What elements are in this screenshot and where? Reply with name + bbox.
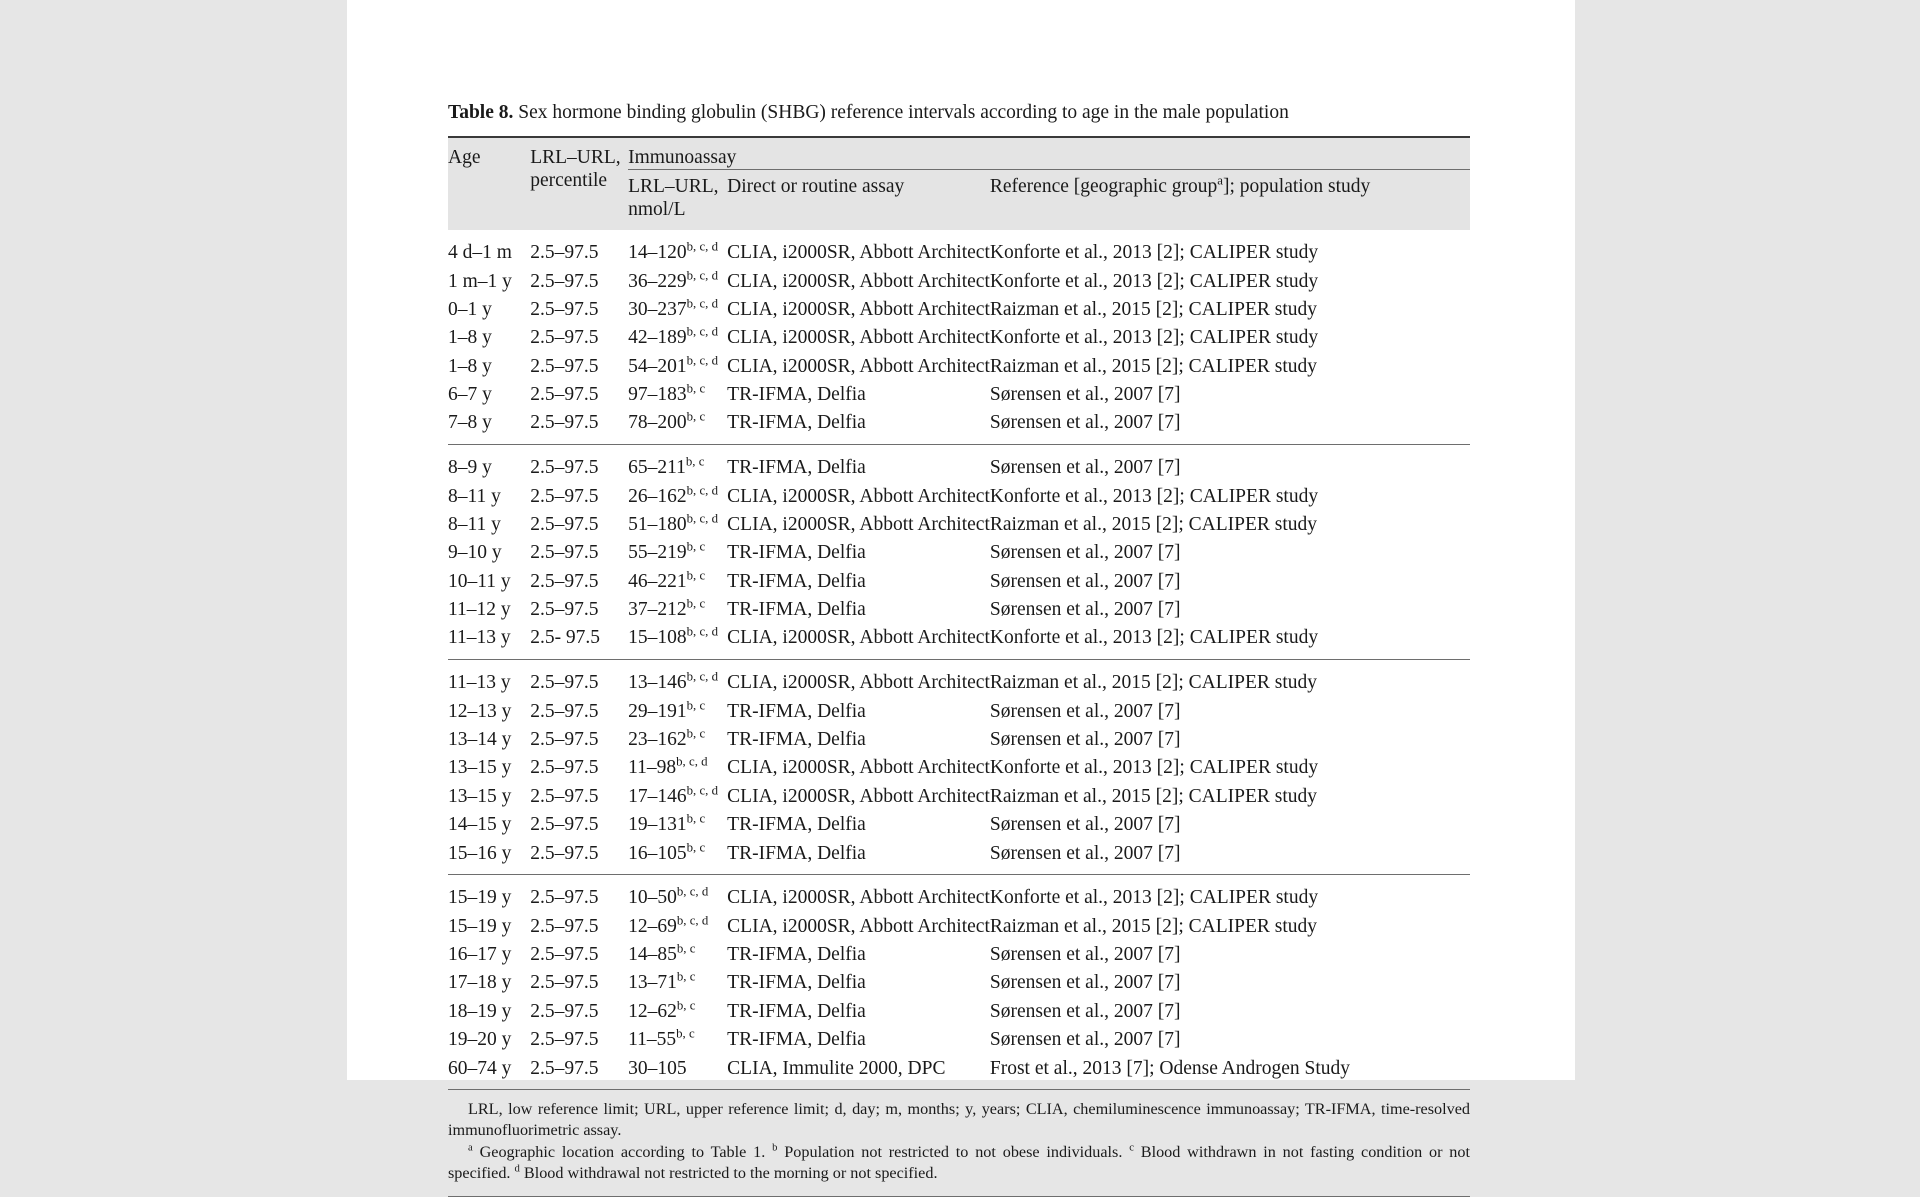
cell-age: 15–16 y xyxy=(448,842,512,864)
cell-lrl-url-nmol: 46–221$^{b, c}$ xyxy=(628,568,706,592)
table-row xyxy=(448,324,1470,352)
group-top-spacer xyxy=(448,445,1470,454)
table-row-group xyxy=(448,445,1470,660)
footnote-mark-b: b xyxy=(772,1141,778,1154)
cell-lrl-url-nmol: 14–120$^{b, c, d}$ xyxy=(628,239,719,264)
cell-percentile: 2.5–97.5 xyxy=(530,599,599,621)
table-row xyxy=(448,913,1470,941)
footnote-mark-superscript: b, c, d xyxy=(686,483,719,498)
cell-assay: TR-IFMA, Delfia xyxy=(727,1029,866,1051)
cell-percentile: 2.5–97.5 xyxy=(530,384,599,406)
cell-age: 15–19 y xyxy=(448,915,512,937)
column-header-percentile-line1: LRL–URL, xyxy=(530,147,621,169)
cell-age: 1–8 y xyxy=(448,355,492,377)
cell-assay: TR-IFMA, Delfia xyxy=(727,542,866,564)
cell-percentile: 2.5–97.5 xyxy=(530,327,599,349)
table-row-group xyxy=(448,660,1470,875)
table-footnotes xyxy=(448,1090,1470,1183)
cell-lrl-url-nmol: 30–237$^{b, c, d}$ xyxy=(628,296,719,321)
cell-percentile: 2.5–97.5 xyxy=(530,700,599,722)
footnote-mark-superscript: b, c, d xyxy=(686,783,719,798)
cell-percentile: 2.5–97.5 xyxy=(530,887,599,909)
cell-percentile: 2.5–97.5 xyxy=(530,412,599,434)
table-row-group xyxy=(448,230,1470,445)
cell-reference: Raizman et al., 2015 [2]; CALIPER study xyxy=(989,514,1317,536)
cell-percentile: 2.5–97.5 xyxy=(530,757,599,779)
table-row xyxy=(448,754,1470,782)
cell-percentile: 2.5–97.5 xyxy=(530,299,599,321)
column-header-percentile-line2: percentile xyxy=(530,170,608,192)
cell-age: 17–18 y xyxy=(448,972,512,994)
cell-age: 13–15 y xyxy=(448,785,512,807)
footnote-mark-superscript: b, c, d xyxy=(676,754,708,769)
cell-reference: Raizman et al., 2015 [2]; CALIPER study xyxy=(989,785,1317,807)
table-caption xyxy=(448,100,1470,126)
cell-percentile: 2.5–97.5 xyxy=(530,1029,599,1051)
cell-percentile: 2.5–97.5 xyxy=(530,972,599,994)
cell-age: 1–8 y xyxy=(448,327,492,349)
cell-reference: Sørensen et al., 2007 [7] xyxy=(989,570,1181,592)
cell-age: 11–12 y xyxy=(448,599,511,621)
footnote-mark-superscript: b, c xyxy=(686,409,706,424)
cell-reference: Raizman et al., 2015 [2]; CALIPER study xyxy=(989,355,1317,377)
cell-age: 19–20 y xyxy=(448,1029,512,1051)
footnote-mark-c: c xyxy=(1129,1141,1134,1154)
table-row xyxy=(448,596,1470,624)
cell-lrl-url-nmol: 14–85$^{b, c}$ xyxy=(628,941,696,966)
cell-age: 13–15 y xyxy=(448,757,512,779)
footnote-mark-superscript: b, c xyxy=(686,840,706,854)
document-page xyxy=(347,0,1575,1182)
table-row xyxy=(448,454,1470,482)
table-row xyxy=(448,941,1470,969)
cell-lrl-url-nmol: 10–50$^{b, c, d}$ xyxy=(628,884,709,909)
footnote-mark-superscript: b, c, d xyxy=(686,296,719,311)
cell-percentile: 2.5–97.5 xyxy=(530,270,599,292)
cell-reference: Raizman et al., 2015 [2]; CALIPER study xyxy=(989,672,1317,694)
table-row xyxy=(448,409,1470,437)
table-row xyxy=(448,1055,1470,1083)
cell-age: 14–15 y xyxy=(448,814,512,836)
footnote-mark-d: d xyxy=(514,1162,520,1175)
cell-age: 6–7 y xyxy=(448,384,492,406)
cell-percentile: 2.5–97.5 xyxy=(530,542,599,564)
table-row xyxy=(448,698,1470,726)
cell-assay: TR-IFMA, Delfia xyxy=(727,814,866,836)
footnote-mark-superscript: b, c, d xyxy=(676,913,709,928)
footnote-mark-superscript: b, c xyxy=(686,568,706,583)
cell-assay: CLIA, i2000SR, Abbott Architect xyxy=(727,270,990,292)
cell-age: 16–17 y xyxy=(448,944,512,966)
cell-lrl-url-nmol: 15–108$^{b, c, d}$ xyxy=(628,624,719,649)
footnote-text-b: Population not restricted to not obese individuals. xyxy=(777,1142,1130,1161)
cell-percentile: 2.5- 97.5 xyxy=(530,627,601,649)
cell-assay: TR-IFMA, Delfia xyxy=(727,1000,866,1022)
cell-percentile: 2.5–97.5 xyxy=(530,672,599,694)
cell-percentile: 2.5–97.5 xyxy=(530,729,599,751)
cell-percentile: 2.5–97.5 xyxy=(530,570,599,592)
cell-age: 1 m–1 y xyxy=(448,270,512,292)
table-row xyxy=(448,969,1470,997)
cell-lrl-url-nmol: 54–201$^{b, c, d}$ xyxy=(628,353,719,377)
cell-reference: Konforte et al., 2013 [2]; CALIPER study xyxy=(989,887,1319,909)
footnote-text-d: Blood withdrawal not restricted to the morning or not specified. xyxy=(519,1163,938,1182)
group-top-spacer xyxy=(448,230,1470,239)
cell-reference: Konforte et al., 2013 [2]; CALIPER study xyxy=(989,485,1319,507)
footnote-mark-superscript: b, c, d xyxy=(686,669,719,684)
footnote-mark-superscript: b, c, d xyxy=(686,239,719,254)
cell-lrl-url-nmol: 36–229$^{b, c, d}$ xyxy=(628,268,719,292)
table-row xyxy=(448,884,1470,912)
cell-lrl-url-nmol: 13–71$^{b, c}$ xyxy=(628,969,696,994)
cell-reference: Konforte et al., 2013 [2]; CALIPER study xyxy=(989,242,1319,264)
table-row xyxy=(448,353,1470,381)
cell-lrl-url-nmol: 13–146$^{b, c, d}$ xyxy=(628,669,719,694)
cell-assay: TR-IFMA, Delfia xyxy=(727,599,866,621)
cell-assay: TR-IFMA, Delfia xyxy=(727,384,866,406)
cell-assay: TR-IFMA, Delfia xyxy=(727,842,866,864)
table-row xyxy=(448,840,1470,868)
footnote-mark-a: a xyxy=(468,1141,473,1154)
footnote-marks xyxy=(448,1142,1470,1184)
footnote-mark-superscript: b, c xyxy=(676,969,696,984)
cell-lrl-url-nmol: 12–69$^{b, c, d}$ xyxy=(628,913,709,937)
cell-reference: Sørensen et al., 2007 [7] xyxy=(989,729,1181,751)
cell-age: 15–19 y xyxy=(448,887,512,909)
table-row xyxy=(448,568,1470,596)
cell-reference: Konforte et al., 2013 [2]; CALIPER study xyxy=(989,270,1319,292)
cell-age: 8–11 y xyxy=(448,485,501,507)
cell-reference: Sørensen et al., 2007 [7] xyxy=(989,457,1181,479)
cell-age: 4 d–1 m xyxy=(448,242,512,264)
footnote-mark-superscript: b, c xyxy=(686,596,706,611)
group-bottom-spacer xyxy=(448,653,1470,660)
cell-age: 8–9 y xyxy=(448,457,492,479)
table-row xyxy=(448,624,1470,652)
cell-reference: Sørensen et al., 2007 [7] xyxy=(989,944,1181,966)
cell-assay: CLIA, i2000SR, Abbott Architect xyxy=(727,485,990,507)
cell-lrl-url-nmol: 55–219$^{b, c}$ xyxy=(628,539,706,564)
cell-lrl-url-nmol: 37–212$^{b, c}$ xyxy=(628,596,706,621)
cell-reference: Konforte et al., 2013 [2]; CALIPER study xyxy=(989,757,1319,779)
group-bottom-spacer xyxy=(448,868,1470,875)
cell-assay: CLIA, i2000SR, Abbott Architect xyxy=(727,672,990,694)
cell-reference: Frost et al., 2013 [7]; Odense Androgen Study xyxy=(989,1057,1351,1079)
cell-assay: CLIA, i2000SR, Abbott Architect xyxy=(727,757,990,779)
cell-percentile: 2.5–97.5 xyxy=(530,355,599,377)
column-header-lrl-line2: nmol/L xyxy=(628,199,686,221)
table-row xyxy=(448,726,1470,754)
cell-assay: TR-IFMA, Delfia xyxy=(727,972,866,994)
cell-reference: Sørensen et al., 2007 [7] xyxy=(989,542,1181,564)
footnote-text-a: Geographic location according to Table 1. xyxy=(472,1142,773,1161)
cell-lrl-url-nmol: 29–191$^{b, c}$ xyxy=(628,698,706,722)
table-row xyxy=(448,811,1470,839)
column-header-lrl-url-nmol xyxy=(628,170,727,231)
table-row xyxy=(448,998,1470,1026)
cell-age: 18–19 y xyxy=(448,1000,512,1022)
footnote-mark-a-superscript: a xyxy=(1217,173,1223,188)
cell-percentile: 2.5–97.5 xyxy=(530,785,599,807)
cell-percentile: 2.5–97.5 xyxy=(530,457,599,479)
cell-assay: CLIA, i2000SR, Abbott Architect xyxy=(727,785,990,807)
footnote-mark-superscript: b, c xyxy=(686,698,706,713)
cell-lrl-url-nmol: 17–146$^{b, c, d}$ xyxy=(628,783,719,807)
cell-lrl-url-nmol: 78–200$^{b, c}$ xyxy=(628,409,706,434)
cell-age: 8–11 y xyxy=(448,514,501,536)
cell-assay: TR-IFMA, Delfia xyxy=(727,944,866,966)
cell-age: 9–10 y xyxy=(448,542,502,564)
table-caption-text: Sex hormone binding globulin (SHBG) reference intervals according to age in the male population xyxy=(513,102,1289,123)
cell-lrl-url-nmol: 11–55$^{b, c}$ xyxy=(628,1026,695,1051)
column-header-reference xyxy=(990,170,1470,231)
cell-age: 11–13 y xyxy=(448,627,511,649)
column-header-assay: Direct or routine assay xyxy=(727,170,990,231)
cell-lrl-url-nmol: 26–162$^{b, c, d}$ xyxy=(628,483,719,507)
cell-percentile: 2.5–97.5 xyxy=(530,944,599,966)
group-top-spacer xyxy=(448,660,1470,669)
column-group-header-immunoassay: Immunoassay xyxy=(628,138,1470,170)
cell-lrl-url-nmol: 12–62$^{b, c}$ xyxy=(628,998,696,1022)
cell-percentile: 2.5–97.5 xyxy=(530,485,599,507)
footnote-mark-superscript: b, c, d xyxy=(686,268,719,283)
cell-reference: Sørensen et al., 2007 [7] xyxy=(989,1029,1181,1051)
cell-percentile: 2.5–97.5 xyxy=(530,915,599,937)
footnote-mark-superscript: b, c xyxy=(685,454,705,469)
footnote-mark-superscript: b, c, d xyxy=(676,884,709,899)
cell-lrl-url-nmol: 30–105 xyxy=(628,1057,687,1079)
table-container xyxy=(448,100,1470,1197)
footnote-mark-superscript: b, c, d xyxy=(686,324,719,339)
group-top-spacer xyxy=(448,875,1470,884)
table-row xyxy=(448,296,1470,324)
cell-assay: TR-IFMA, Delfia xyxy=(727,570,866,592)
cell-assay: TR-IFMA, Delfia xyxy=(727,700,866,722)
cell-percentile: 2.5–97.5 xyxy=(530,242,599,264)
cell-age: 13–14 y xyxy=(448,729,512,751)
group-bottom-spacer xyxy=(448,438,1470,445)
cell-lrl-url-nmol: 97–183$^{b, c}$ xyxy=(628,381,706,406)
cell-reference: Sørensen et al., 2007 [7] xyxy=(989,384,1181,406)
cell-percentile: 2.5–97.5 xyxy=(530,842,599,864)
footnote-text-c: Blood withdrawn in not fasting condition or not specified. xyxy=(448,1142,1470,1182)
cell-assay: CLIA, i2000SR, Abbott Architect xyxy=(727,887,990,909)
cell-reference: Sørensen et al., 2007 [7] xyxy=(989,599,1181,621)
table-row xyxy=(448,381,1470,409)
cell-assay: TR-IFMA, Delfia xyxy=(727,412,866,434)
cell-assay: CLIA, Immulite 2000, DPC xyxy=(727,1057,946,1079)
table-row xyxy=(448,783,1470,811)
footnote-mark-superscript: b, c xyxy=(686,539,706,554)
cell-assay: CLIA, i2000SR, Abbott Architect xyxy=(727,915,990,937)
cell-reference: Raizman et al., 2015 [2]; CALIPER study xyxy=(989,299,1317,321)
table-row xyxy=(448,483,1470,511)
table-row-group xyxy=(448,875,1470,1090)
cell-age: 60–74 y xyxy=(448,1057,512,1079)
cell-reference: Sørensen et al., 2007 [7] xyxy=(989,412,1181,434)
footnote-mark-superscript: b, c, d xyxy=(686,624,719,639)
footnote-mark-superscript: b, c xyxy=(676,998,696,1013)
table-row xyxy=(448,239,1470,267)
footnote-mark-superscript: b, c xyxy=(686,726,706,741)
cell-assay: CLIA, i2000SR, Abbott Architect xyxy=(727,355,990,377)
cell-reference: Sørensen et al., 2007 [7] xyxy=(989,1000,1181,1022)
cell-percentile: 2.5–97.5 xyxy=(530,514,599,536)
footnote-mark-superscript: b, c xyxy=(686,811,706,826)
table-header xyxy=(448,137,1470,230)
cell-assay: CLIA, i2000SR, Abbott Architect xyxy=(727,514,990,536)
table-caption-label: Table 8. xyxy=(448,102,514,123)
cell-assay: CLIA, i2000SR, Abbott Architect xyxy=(727,327,990,349)
cell-age: 0–1 y xyxy=(448,299,492,321)
footnote-abbreviations: LRL, low reference limit; URL, upper reference limit; d, day; m, months; y, years; CLIA, chemiluminescence immunoassay; TR-IFMA, time-resolved immunofluorimetric assay. xyxy=(448,1100,1470,1140)
table-row xyxy=(448,539,1470,567)
cell-reference: Sørensen et al., 2007 [7] xyxy=(989,842,1181,864)
table-row xyxy=(448,1026,1470,1054)
table-row xyxy=(448,511,1470,539)
footnote-mark-superscript: b, c xyxy=(676,941,696,956)
cell-age: 12–13 y xyxy=(448,700,512,722)
cell-age: 11–13 y xyxy=(448,672,511,694)
cell-reference: Konforte et al., 2013 [2]; CALIPER study xyxy=(989,327,1319,349)
cell-reference: Konforte et al., 2013 [2]; CALIPER study xyxy=(989,627,1319,649)
cell-assay: CLIA, i2000SR, Abbott Architect xyxy=(727,242,990,264)
header-row-primary xyxy=(448,138,1470,170)
column-header-reference-pre: Reference [geographic group xyxy=(989,176,1218,198)
column-header-lrl-line1: LRL–URL, xyxy=(628,176,719,198)
cell-reference: Sørensen et al., 2007 [7] xyxy=(989,814,1181,836)
cell-lrl-url-nmol: 65–211$^{b, c}$ xyxy=(628,454,705,479)
cell-percentile: 2.5–97.5 xyxy=(530,814,599,836)
cell-lrl-url-nmol: 23–162$^{b, c}$ xyxy=(628,726,706,751)
cell-percentile: 2.5–97.5 xyxy=(530,1000,599,1022)
footnote-mark-superscript: b, c, d xyxy=(686,511,719,526)
column-header-percentile xyxy=(530,138,628,230)
cell-lrl-url-nmol: 42–189$^{b, c, d}$ xyxy=(628,324,719,349)
cell-assay: CLIA, i2000SR, Abbott Architect xyxy=(727,299,990,321)
column-header-reference-post: ]; population study xyxy=(1222,176,1371,198)
cell-assay: TR-IFMA, Delfia xyxy=(727,729,866,751)
cell-lrl-url-nmol: 51–180$^{b, c, d}$ xyxy=(628,511,719,536)
footnote-mark-superscript: b, c xyxy=(676,1026,695,1041)
cell-assay: CLIA, i2000SR, Abbott Architect xyxy=(727,627,990,649)
cell-reference: Sørensen et al., 2007 [7] xyxy=(989,700,1181,722)
cell-age: 10–11 y xyxy=(448,570,511,592)
cell-lrl-url-nmol: 16–105$^{b, c}$ xyxy=(628,840,706,864)
table-row xyxy=(448,268,1470,296)
table-row xyxy=(448,669,1470,697)
column-header-age: Age xyxy=(448,138,530,230)
footnote-mark-superscript: b, c xyxy=(686,381,706,396)
footnote-mark-superscript: b, c, d xyxy=(686,353,719,368)
reference-intervals-table xyxy=(448,136,1470,1090)
cell-percentile: 2.5–97.5 xyxy=(530,1057,599,1079)
table-final-rule xyxy=(448,1196,1470,1197)
cell-reference: Sørensen et al., 2007 [7] xyxy=(989,972,1181,994)
cell-lrl-url-nmol: 11–98$^{b, c, d}$ xyxy=(628,754,708,779)
cell-reference: Raizman et al., 2015 [2]; CALIPER study xyxy=(989,915,1317,937)
cell-age: 7–8 y xyxy=(448,412,492,434)
cell-assay: TR-IFMA, Delfia xyxy=(727,457,866,479)
cell-lrl-url-nmol: 19–131$^{b, c}$ xyxy=(628,811,706,836)
group-bottom-spacer xyxy=(448,1083,1470,1090)
